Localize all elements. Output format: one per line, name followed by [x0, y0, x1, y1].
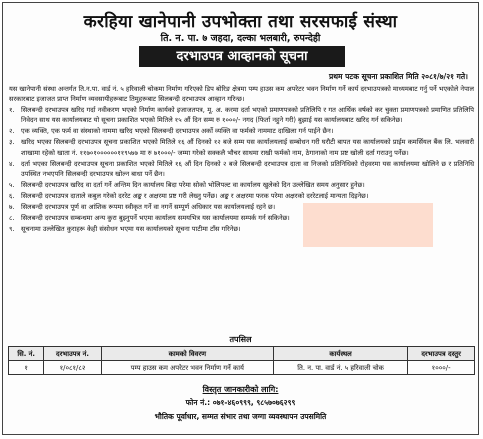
- clause-text: एक व्यक्ति, एक फर्म वा संस्थाको नाममा खरिद भएको सिलबन्दी दरभाउपत्र अर्को व्यक्ति वा फर्मको नाममाट दाखिला गर्न पाईने छैन।: [21, 127, 334, 136]
- clause-item: [9, 224, 474, 234]
- clause-number: १.: [9, 106, 15, 115]
- clause-text: सिलबन्दी दरभाउपत्र खरिद वा दर्ता गर्ने अन्तिम दिन कार्यालय बिदा परेमा सोको भोलिपल्ट वा कार्यालय खुलेको दिन उल्लेखित समय अनुसार हुनेछ।: [21, 180, 365, 189]
- clause-item: [9, 213, 474, 223]
- clause-text: सूचनामा उल्लेखित कुराहरू केही संसोधन भएमा यस कार्यालयको सूचना पाटीमा टाँस गरिनेछ।: [21, 225, 241, 234]
- clause-text: सिलबन्दी दरभाउपत्र सम्बन्धमा अन्य कुरा बुझ्नुपर्ने भएमा कार्यालय समयभित्र यस कार्यालयमा सम्पर्क गर्न सकिनेछ।: [21, 214, 290, 223]
- publish-date: प्रथम पटक सूचना प्रकाशित मिति २०८१/७/२१ गते।: [329, 72, 468, 81]
- clause-item: [9, 180, 474, 190]
- clause-number: ९.: [9, 225, 15, 234]
- clause-item: [9, 202, 474, 212]
- clause-text: सिलबन्दी दरभाउपत्र दाताले कबुल गरेको दररेट अङ्क र अक्षरमा प्रष्ट गरी लेख्नु पर्नेछ। अङ्क र अक्षरमा फरक परेमा अक्षरको दररेटलाई मान्यता दिइनेछ।: [21, 191, 369, 200]
- table-cell: १/०८१/८२: [44, 361, 101, 375]
- clause-item: [9, 105, 474, 125]
- table-cell: १: [9, 361, 44, 375]
- intro-paragraph: यस खानेपानी संस्था अन्तर्गत ति.न.पा. वार्ड नं. ५ हरिवाली चोकमा निर्माण गरिएको डिप बोरिङ क्षेत्रमा पम्प हाउस कम अपरेटर भवन निर्माण गर्ने कार्य दरभाउपत्रको माध्यमबाट गर्नु पर्ने भएकोले नेपाल सरकारबाट इजाजत प्राप्त निर्माण व्यवसायीहरूबाट तिमुहरूबाट सिलबन्दी दरभाउपत्र आव्हान गरिन्छ।: [9, 85, 474, 104]
- column-header: दरभाउपत्र नं.: [44, 347, 101, 361]
- clause-text: सिलबन्दी दरभाउपत्र पूर्ण वा आंशिक रूपमा स्वीकृत गर्ने वा नगर्ने सम्पूर्ण अधिकार यस कार्यालयलाई रहने छ।: [21, 203, 276, 212]
- clause-text: दर्ता भएका सिलबन्दी दरभाउपत्र सूचना प्रकाशित भएको मितिले १६ औं दिन दिनको २ बजे सिलबन्दी दरभाउपत्र दाता वा निजको प्रतिनिधिको रोहवरमा यस कार्यालयमा खोलिने छ र प्रतिनिधि उपस्थित नभएपनि सिलबन्दी दरभाउपत्र खोल्न बाधा पर्ने छैन।: [21, 159, 474, 178]
- clause-number: ३.: [9, 138, 15, 147]
- column-header: कार्यस्थल: [273, 347, 407, 361]
- contact-heading: विस्तृत जानकारीको लागि:: [202, 385, 279, 394]
- clause-text: सिलबन्दी दरभाउपत्र खरिद गर्दा नवीकरण भएको निर्माण कार्यको इजाजतपत्र, मू. अ. करमा दर्ता भएको प्रमाणपत्रको प्रतिलिपि र गत आर्थिक वर्षको कर चुक्ता प्रमाणपत्रको प्रमाणित प्रतिलिपि निवेदन साथ यस कार्यालयबाट यो सूचना प्रकाशित भएको मितिले १५ औं दिन सम्म रु १०००/- नगद (फिर्ता नहुने गरी) बुझाई यस कार्यालयबाट खरिद गर्न सकिनेछ।: [21, 106, 474, 125]
- clause-number: ६.: [9, 191, 15, 200]
- clause-number: ४.: [9, 159, 15, 168]
- annex-heading: तपसिल: [229, 335, 252, 344]
- organization-title: करहिया खानेपानी उपभोक्ता तथा सरसफाई संस्था: [83, 12, 398, 32]
- clause-item: [9, 191, 474, 201]
- table-cell: पम्प हाउस कम अपरेटर भवन निर्माण गर्ने कार्य: [101, 361, 273, 375]
- organization-address: ति. न. पा. ७ जहदा, दल्का भलबारी, रुपन्देही: [160, 33, 321, 44]
- contact-office: भौतिक पूर्वाधार, सम्मत संभार तथा जग्गा व्यवस्थापन उपसमिति: [154, 412, 327, 421]
- column-header: कामको विवरण: [101, 347, 273, 361]
- notice-banner: दरभाउपत्र आव्हानको सूचना: [139, 46, 345, 67]
- annex-table: [8, 346, 475, 375]
- notice-body: [9, 84, 474, 235]
- clause-item: [9, 137, 474, 157]
- contact-phone: फोन नं.: ०७१-४६०९९९, ९८५७०७६२९९: [185, 398, 296, 407]
- clause-number: २.: [9, 127, 15, 136]
- table-cell: ति. न. पा. वार्ड नं. ५ हरिवाली चोक: [273, 361, 407, 375]
- column-header: सि. नं.: [9, 347, 44, 361]
- clause-number: ५.: [9, 180, 15, 189]
- table-row: [9, 361, 475, 375]
- clause-number: ८.: [9, 214, 15, 223]
- table-cell: १०००/-: [408, 361, 475, 375]
- clause-text: खरिद भएका सिलबन्दी दरभाउपत्र सूचना प्रकाशित भएको मितिले १६ औं दिनको १२ बजे सम्म यस कार्यालयलाई सम्बोधन गरी घरौटी बापत यस कार्यालयको प्राईम कमर्सियल बैंक लि. भलवारी शाखामा रहेको खाता नं. ११७०१००००००११९५७७ मा रु ७१०००/- जम्मा गरेको सक्कलै भौचर साथमा राखी फर्मको नाम, ठेगानाको नाम प्रष्ट खोली दर्ता गराउनु पर्नेछ।: [21, 138, 474, 157]
- clause-item: [9, 159, 474, 179]
- table-header-row: [9, 347, 475, 361]
- clause-number: ७.: [9, 203, 15, 212]
- tender-notice: [2, 2, 479, 435]
- clause-item: [9, 126, 474, 136]
- column-header: दरभाउपत्र दस्तुर: [408, 347, 475, 361]
